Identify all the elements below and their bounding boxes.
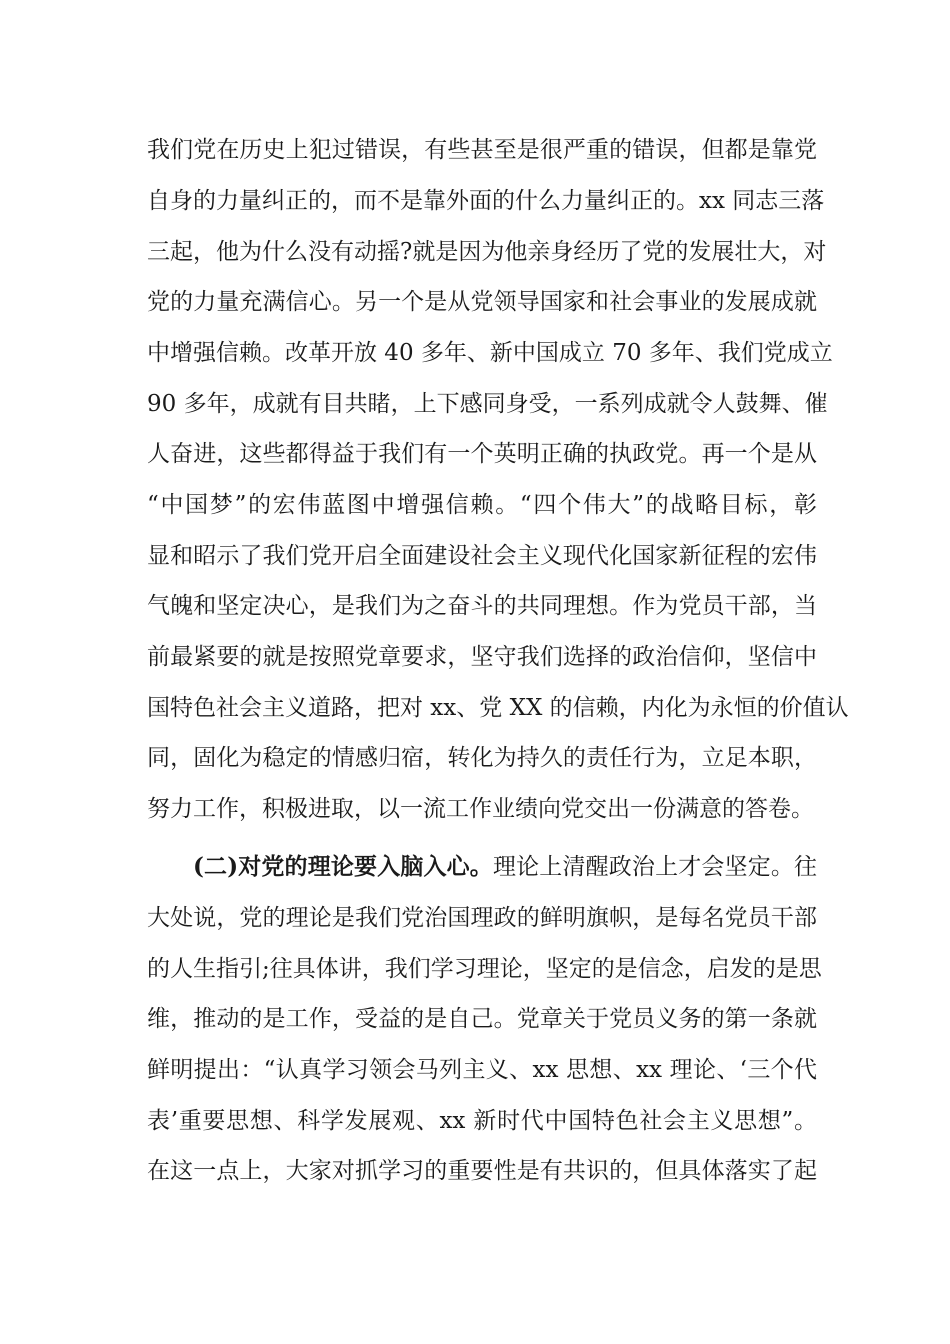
paragraph-1-line: 三起，他为什么没有动摇?就是因为他亲身经历了党的发展壮大，对 <box>147 239 827 265</box>
paragraph-1-line: 国特色社会主义道路，把对 xx、党 XX 的信赖，内化为永恒的价值认 <box>147 695 849 721</box>
paragraph-1-line: 90 多年，成就有目共睹，上下感同身受，一系列成就令人鼓舞、催 <box>147 391 828 417</box>
paragraph-2-line: 的人生指引;往具体讲，我们学习理论，坚定的是信念，启发的是思 <box>147 956 822 982</box>
paragraph-1-line: 同，固化为稳定的情感归宿，转化为持久的责任行为，立足本职， <box>147 745 817 771</box>
paragraph-1-line: 努力工作，积极进取，以一流工作业绩向党交出一份满意的答卷。 <box>147 796 814 822</box>
paragraph-1-line: 气魄和坚定决心，是我们为之奋斗的共同理想。作为党员干部，当 <box>147 593 817 619</box>
paragraph-1-line: 前最紧要的就是按照党章要求，坚守我们选择的政治信仰，坚信中 <box>147 644 817 670</box>
section-heading: (二)对党的理论要入脑入心。 <box>193 853 493 880</box>
paragraph-1-line: 自身的力量纠正的，而不是靠外面的什么力量纠正的。xx 同志三落 <box>147 188 825 214</box>
paragraph-2-line: 在这一点上，大家对抓学习的重要性是有共识的，但具体落实了起 <box>147 1158 817 1184</box>
paragraph-1-line: 显和昭示了我们党开启全面建设社会主义现代化国家新征程的宏伟 <box>147 543 817 569</box>
paragraph-2-first-line-text: 理论上清醒政治上才会坚定。往 <box>492 854 818 880</box>
paragraph-1-line: 人奋进，这些都得益于我们有一个英明正确的执政党。再一个是从 <box>147 441 817 467</box>
paragraph-1-line: 中增强信赖。改革开放 40 多年、新中国成立 70 多年、我们党成立 <box>147 340 833 366</box>
paragraph-1-line: 我们党在历史上犯过错误，有些甚至是很严重的错误，但都是靠党 <box>147 137 817 163</box>
paragraph-1-line: 党的力量充满信心。另一个是从党领导国家和社会事业的发展成就 <box>147 289 817 315</box>
paragraph-2-first-line <box>193 847 817 887</box>
paragraph-2-line: 大处说，党的理论是我们党治国理政的鲜明旗帜，是每名党员干部 <box>147 905 817 931</box>
paragraph-2-line: 鲜明提出：“认真学习领会马列主义、xx 思想、xx 理论、‘三个代 <box>147 1057 817 1083</box>
paragraph-1-line: “中国梦”的宏伟蓝图中增强信赖。“四个伟大”的战略目标，彰 <box>147 492 817 518</box>
paragraph-2-line: 维，推动的是工作，受益的是自己。党章关于党员义务的第一条就 <box>147 1006 817 1032</box>
paragraph-2-line: 表’重要思想、科学发展观、xx 新时代中国特色社会主义思想”。 <box>147 1108 817 1134</box>
